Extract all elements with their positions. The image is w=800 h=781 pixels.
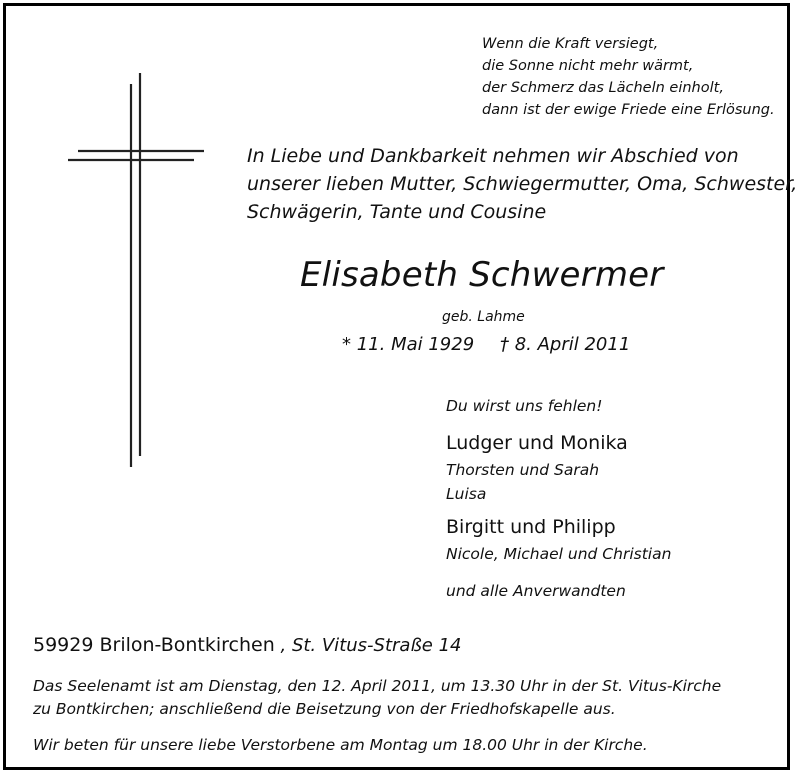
family-name-1: Ludger und Monika bbox=[446, 432, 628, 454]
poem-line: der Schmerz das Lächeln einholt, bbox=[482, 80, 724, 96]
funeral-line: zu Bontkirchen; anschließend die Beisetzung von der Friedhofskapelle aus. bbox=[33, 700, 616, 718]
address bbox=[33, 634, 461, 656]
address-city: 59929 Brilon-Bontkirchen bbox=[33, 634, 275, 656]
funeral-info bbox=[33, 675, 721, 721]
prayer-info: Wir beten für unsere liebe Verstorbene am Montag um 18.00 Uhr in der Kirche. bbox=[33, 736, 648, 754]
relatives-text: und alle Anverwandten bbox=[446, 582, 626, 600]
intro-line: unserer lieben Mutter, Schwiegermutter, Oma, Schwester, bbox=[247, 173, 798, 195]
intro-text bbox=[247, 142, 797, 226]
death-date: † 8. April 2011 bbox=[500, 334, 631, 355]
maiden-name: geb. Lahme bbox=[442, 309, 525, 325]
deceased-name: Elisabeth Schwermer bbox=[300, 255, 664, 295]
family-member: Luisa bbox=[446, 485, 487, 503]
farewell-text: Du wirst uns fehlen! bbox=[446, 397, 603, 415]
poem-line: dann ist der ewige Friede eine Erlösung. bbox=[482, 102, 775, 118]
intro-line: Schwägerin, Tante und Cousine bbox=[247, 201, 547, 223]
address-street: , St. Vitus-Straße 14 bbox=[274, 635, 462, 656]
family-name-2: Birgitt und Philipp bbox=[446, 516, 616, 538]
poem-line: die Sonne nicht mehr wärmt, bbox=[482, 58, 694, 74]
funeral-line: Das Seelenamt ist am Dienstag, den 12. April 2011, um 13.30 Uhr in der St. Vitus-Kirche bbox=[33, 677, 722, 695]
birth-date: * 11. Mai 1929 bbox=[342, 334, 475, 355]
family-member: Thorsten und Sarah bbox=[446, 461, 600, 479]
poem-line: Wenn die Kraft versiegt, bbox=[482, 36, 659, 52]
family-member: Nicole, Michael und Christian bbox=[446, 545, 672, 563]
intro-line: In Liebe und Dankbarkeit nehmen wir Abschied von bbox=[247, 145, 739, 167]
poem bbox=[482, 33, 775, 121]
